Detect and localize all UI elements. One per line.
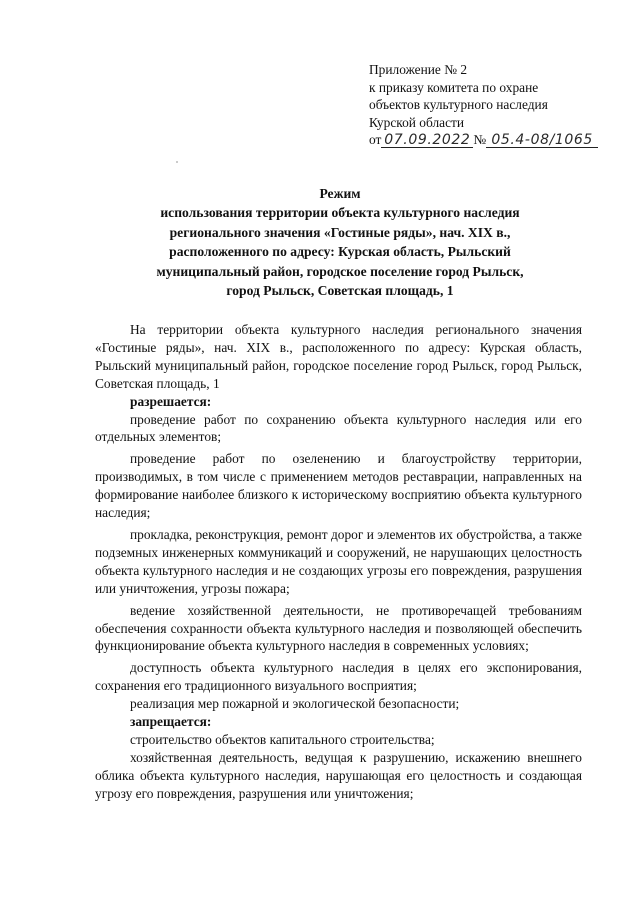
title-line-1: Режим	[319, 186, 361, 201]
handwritten-number	[486, 133, 598, 148]
title-line-2: использования территории объекта культурного наследия	[160, 205, 520, 221]
appendix-date-line	[369, 131, 598, 149]
allowed-item: проведение работ по сохранению объекта культурного наследия или его отдельных элементов;	[95, 411, 582, 445]
allowed-item: прокладка, реконструкция, ремонт дорог и элементов их обустройства, а также подземных инженерных коммуникаций и сооружений, не нарушающих целостность объекта культурного наследия и не создающих угрозы его повреждения, разрушения или уничтожения, угрозы пожара;	[95, 526, 582, 596]
allowed-item: проведение работ по озеленению и благоустройству территории, производимых, в том числе с применением методов реставрации, направленных на формирование наиболее близкого к историческому восприятию объекта культурного наследия;	[95, 451, 582, 521]
appendix-committee: объектов культурного наследия	[369, 97, 548, 113]
allowed-item: доступность объекта культурного наследия в целях его экспонирования, сохранения его традиционного визуального восприятия;	[95, 660, 582, 694]
appendix-region: Курской области	[369, 114, 465, 130]
allowed-item: реализация мер пожарной и экологической безопасности;	[130, 696, 460, 712]
title-line-3: регионального значения «Гостиные ряды», нач. XIX в.,	[169, 224, 511, 240]
title-line-4: расположенного по адресу: Курская область, Рыльский	[169, 244, 511, 260]
scan-speck	[176, 161, 178, 163]
intro-paragraph: На территории объекта культурного наследия регионального значения «Гостиные ряды», нач. XIX в., расположенного по адресу: Курская область, Рыльский муниципальный район, городское поселение город Рыльск, город Рыльск, Советская площадь, 1	[95, 322, 582, 391]
appendix-number: Приложение № 2	[369, 62, 468, 77]
forbidden-heading: запрещается:	[130, 714, 212, 730]
document-body	[95, 321, 582, 803]
handwritten-date-text: 07.09.2022	[384, 132, 471, 149]
handwritten-number-text: 05.4-08/1065	[491, 132, 593, 149]
appendix-order-ref: к приказу комитета по охране	[369, 79, 539, 95]
forbidden-item: строительство объектов капитального строительства;	[130, 731, 435, 747]
appendix-header	[369, 61, 598, 149]
date-prefix: от	[369, 132, 382, 148]
allowed-heading: разрешается:	[130, 393, 212, 409]
title-line-5: муниципальный район, городское поселение город Рыльск,	[156, 263, 524, 279]
forbidden-item: хозяйственная деятельность, ведущая к разрушению, искажению внешнего облика объекта культурного наследия, нарушающая его целостность и создающая угрозу его повреждения, разрушения или уничтожения;	[95, 749, 582, 801]
handwritten-date	[381, 133, 473, 148]
document-title	[100, 184, 580, 300]
title-line-6: город Рыльск, Советская площадь, 1	[226, 283, 454, 299]
number-prefix: №	[473, 132, 487, 148]
allowed-item: ведение хозяйственной деятельности, не противоречащей требованиям обеспечения сохранности объекта культурного наследия и позволяющей обеспечить функционирование объекта культурного наследия в современных условиях;	[95, 602, 582, 654]
